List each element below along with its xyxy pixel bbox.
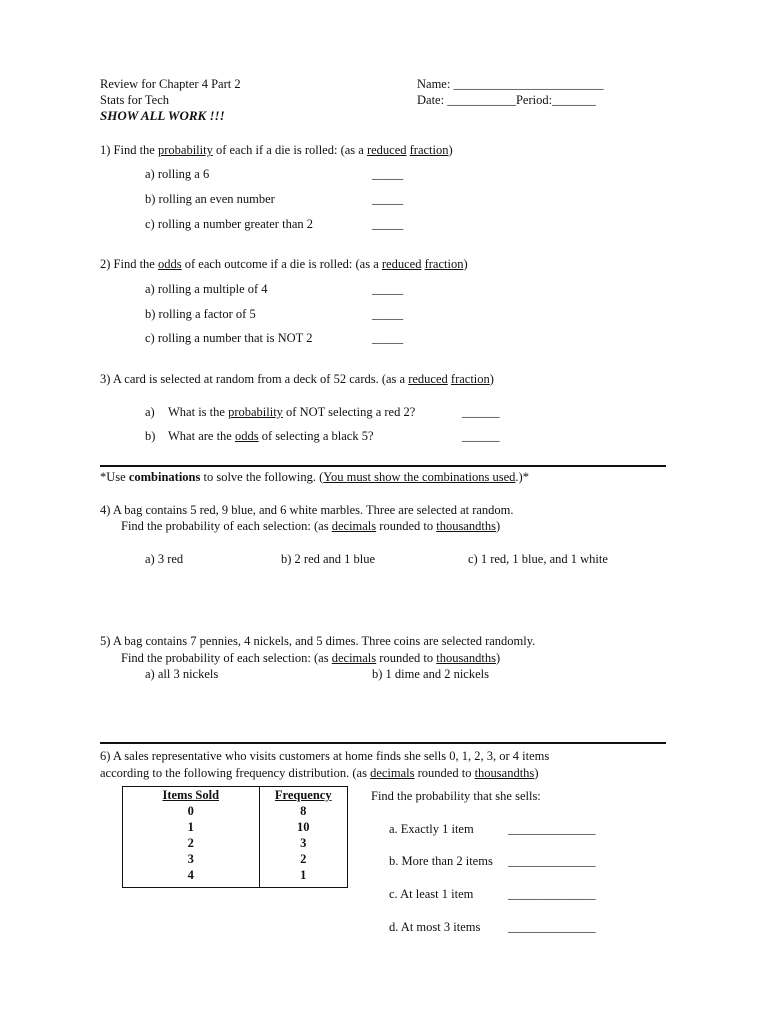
question-3b: What are the odds of selecting a black 5? — [168, 429, 374, 443]
question-1-prompt: 1) Find the probability of each if a die is rolled: (as a reduced fraction) — [100, 143, 453, 157]
frequency-table — [122, 786, 348, 888]
date-period-field[interactable]: Date: ___________Period:_______ — [417, 93, 596, 107]
table-cell: 10 — [297, 820, 310, 834]
answer-blank-1a[interactable]: _____ — [372, 167, 404, 181]
table-cell: 4 — [123, 867, 260, 888]
answer-blank-2c[interactable]: _____ — [372, 331, 404, 345]
table-row — [123, 835, 348, 851]
question-3b-label: b) — [145, 429, 156, 443]
course-name: Stats for Tech — [100, 93, 170, 107]
table-cell: 1 — [123, 819, 260, 835]
question-5-instruction: Find the probability of each selection: (as decimals rounded to thousandths) — [121, 651, 501, 665]
question-2-prompt: 2) Find the odds of each outcome if a die is rolled: (as a reduced fraction) — [100, 257, 468, 271]
question-4-prompt: 4) A bag contains 5 red, 9 blue, and 6 white marbles. Three are selected at random. — [100, 503, 514, 517]
question-2b: b) rolling a factor of 5 — [145, 307, 256, 321]
table-header-row — [123, 787, 348, 804]
question-6-instruction: according to the following frequency distribution. (as decimals rounded to thousandths) — [100, 766, 539, 780]
question-1b: b) rolling an even number — [145, 192, 275, 206]
question-1a: a) rolling a 6 — [145, 167, 210, 181]
answer-blank-3a[interactable]: ______ — [462, 405, 500, 419]
question-6-prompt: 6) A sales representative who visits customers at home finds she sells 0, 1, 2, 3, or 4 items — [100, 749, 550, 763]
question-6b: b. More than 2 items — [389, 854, 493, 868]
table-cell: 3 — [300, 836, 307, 850]
table-cell: 2 — [300, 852, 307, 866]
question-4a: a) 3 red — [145, 552, 184, 566]
question-6-subprompt: Find the probability that she sells: — [371, 789, 541, 803]
section-divider — [100, 742, 666, 744]
question-6a: a. Exactly 1 item — [389, 822, 474, 836]
question-5b: b) 1 dime and 2 nickels — [372, 667, 489, 681]
section-divider — [100, 465, 666, 467]
table-row — [123, 851, 348, 867]
question-1c: c) rolling a number greater than 2 — [145, 217, 313, 231]
table-cell: 0 — [123, 803, 260, 819]
question-4b: b) 2 red and 1 blue — [281, 552, 376, 566]
table-cell: 8 — [300, 804, 307, 818]
table-row — [123, 819, 348, 835]
question-2a: a) rolling a multiple of 4 — [145, 282, 268, 296]
question-2c: c) rolling a number that is NOT 2 — [145, 331, 313, 345]
answer-blank-2a[interactable]: _____ — [372, 282, 404, 296]
column-header-frequency: Frequency — [274, 788, 332, 802]
answer-blank-1b[interactable]: _____ — [372, 192, 404, 206]
show-work-instruction: SHOW ALL WORK !!! — [100, 108, 225, 123]
answer-blank-6b[interactable]: ______________ — [508, 854, 596, 868]
question-3a: What is the probability of NOT selecting a red 2? — [168, 405, 416, 419]
name-field[interactable]: Name: ________________________ — [417, 77, 604, 91]
answer-blank-1c[interactable]: _____ — [372, 217, 404, 231]
question-4-instruction: Find the probability of each selection: (as decimals rounded to thousandths) — [121, 519, 501, 533]
answer-blank-2b[interactable]: _____ — [372, 307, 404, 321]
table-row — [123, 803, 348, 819]
question-3a-label: a) — [145, 405, 155, 419]
table-cell: 1 — [300, 868, 307, 882]
answer-blank-6a[interactable]: ______________ — [508, 822, 596, 836]
table-row — [123, 867, 348, 888]
question-4c: c) 1 red, 1 blue, and 1 white — [468, 552, 608, 566]
question-6c: c. At least 1 item — [389, 887, 474, 901]
question-5a: a) all 3 nickels — [145, 667, 219, 681]
question-5-prompt: 5) A bag contains 7 pennies, 4 nickels, and 5 dimes. Three coins are selected randomly. — [100, 634, 536, 648]
combinations-instruction: *Use combinations to solve the following. (You must show the combinations used.)* — [100, 470, 529, 484]
answer-blank-6d[interactable]: ______________ — [508, 920, 596, 934]
answer-blank-3b[interactable]: ______ — [462, 429, 500, 443]
answer-blank-6c[interactable]: ______________ — [508, 887, 596, 901]
column-header-items-sold: Items Sold — [123, 787, 260, 804]
question-3-prompt: 3) A card is selected at random from a deck of 52 cards. (as a reduced fraction) — [100, 372, 494, 386]
question-6d: d. At most 3 items — [389, 920, 481, 934]
table-cell: 3 — [123, 851, 260, 867]
worksheet-title: Review for Chapter 4 Part 2 — [100, 77, 241, 91]
table-cell: 2 — [123, 835, 260, 851]
